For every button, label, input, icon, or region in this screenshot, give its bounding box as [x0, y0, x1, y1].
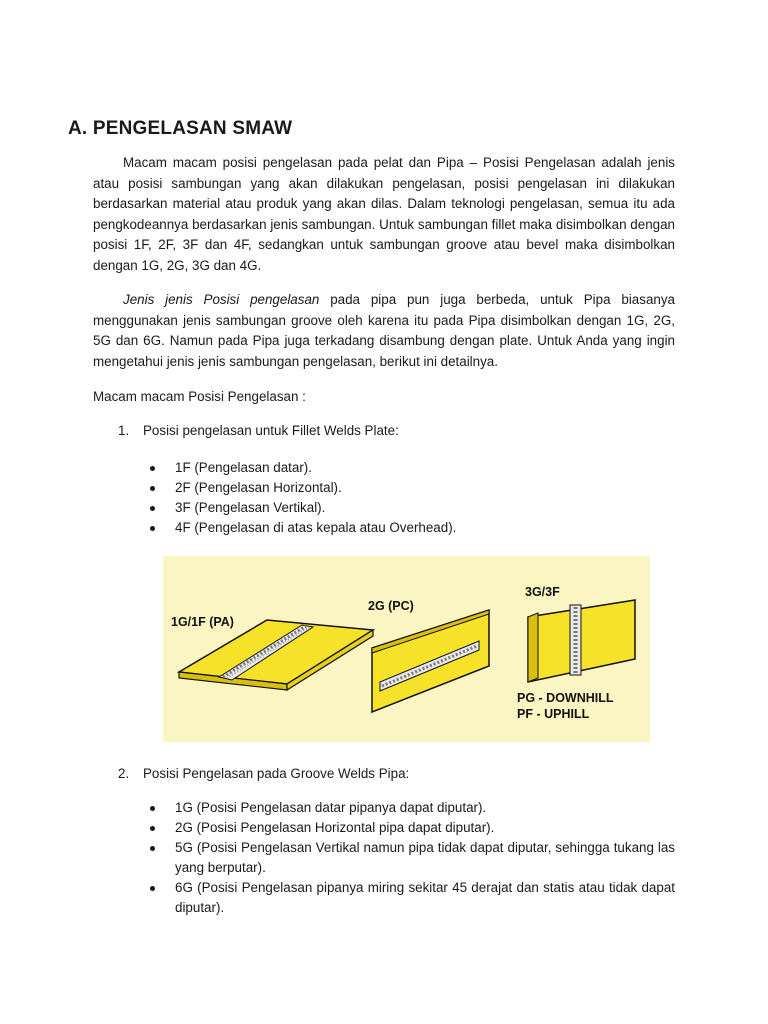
fillet-section-label: Posisi pengelasan untuk Fillet Welds Plate:	[143, 423, 399, 438]
vertical-plate-3g	[517, 585, 635, 721]
intro-paragraph	[93, 153, 675, 277]
groove-section-label: Posisi Pengelasan pada Groove Welds Pipa:	[143, 766, 410, 781]
flat-plate-1g	[171, 615, 373, 690]
label-pg-downhill: PG - DOWNHILL	[517, 691, 614, 705]
groove-section-heading	[118, 764, 409, 784]
welding-positions-figure	[163, 556, 650, 742]
pipe-paragraph-italic: Jenis jenis Posisi pengelasan	[123, 292, 320, 307]
pipe-paragraph-text: pada pipa pun juga berbeda, untuk Pipa biasanya menggunakan jenis sambungan groove oleh karena itu pada Pipa disimbolkan dengan 1G, 2G, 5G dan 6G. Namun pada Pipa juga terkadang disambung dengan plate. Untuk Anda yang ingin mengetahui jenis jenis sambungan pengelasan, berikut ini detailnya.	[93, 292, 675, 369]
list-item: 2F (Pengelasan Horizontal).	[150, 478, 675, 498]
fillet-list	[150, 458, 675, 538]
label-1g: 1G/1F (PA)	[171, 615, 234, 629]
section-title: A. PENGELASAN SMAW	[68, 118, 293, 139]
list-item: 6G (Posisi Pengelasan pipanya miring sekitar 45 derajat dan statis atau tidak dapat diputar).	[150, 878, 675, 918]
positions-heading: Macam macam Posisi Pengelasan :	[93, 389, 306, 404]
horizontal-plate-2g	[368, 599, 489, 712]
list-item: 5G (Posisi Pengelasan Vertikal namun pipa tidak dapat diputar, sehingga tukang las yang berputar).	[150, 838, 675, 878]
list-item: 4F (Pengelasan di atas kepala atau Overhead).	[150, 518, 675, 538]
list-item: 1F (Pengelasan datar).	[150, 458, 675, 478]
label-3g: 3G/3F	[525, 585, 560, 599]
welding-positions-illustration	[163, 556, 650, 742]
fillet-section-heading	[118, 421, 399, 441]
label-2g: 2G (PC)	[368, 599, 414, 613]
pipe-paragraph	[93, 290, 675, 372]
list-item: 3F (Pengelasan Vertikal).	[150, 498, 675, 518]
fillet-section-number: 1.	[118, 423, 130, 438]
groove-section-number: 2.	[118, 766, 130, 781]
groove-list	[150, 798, 675, 918]
label-pf-uphill: PF - UPHILL	[517, 707, 590, 721]
list-item: 2G (Posisi Pengelasan Horizontal pipa dapat diputar).	[150, 818, 675, 838]
intro-paragraph-text: Macam macam posisi pengelasan pada pelat dan Pipa – Posisi Pengelasan adalah jenis atau posisi sambungan yang akan dilakukan pengelasan, posisi pengelasan ini dilakukan berdasarkan material atau produk yang akan dilas. Dalam teknologi pengelasan, semua itu ada pengkodeannya berdasarkan jenis sambungan. Untuk sambungan fillet maka disimbolkan dengan posisi 1F, 2F, 3F dan 4F, sedangkan untuk sambungan groove atau bevel maka disimbolkan dengan 1G, 2G, 3G dan 4G.	[93, 155, 675, 273]
list-item: 1G (Posisi Pengelasan datar pipanya dapat diputar).	[150, 798, 675, 818]
